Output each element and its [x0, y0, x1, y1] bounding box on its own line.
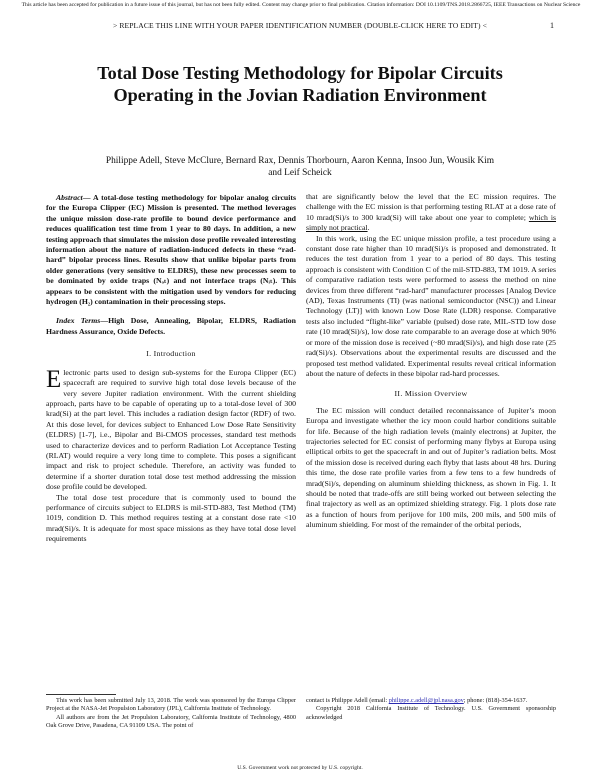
footnote-copyright: Copyright 2018 California Institute of Technology. U.S. Government sponsorship acknowledged [306, 705, 556, 721]
right-paragraph-1 [306, 192, 556, 234]
right-paragraph-2: In this work, using the EC unique mission profile, a test procedure using a constant dose rate higher than 10 mrad(Si)/s is proposed and demonstrated. It reduces the test duration from 1 year to a period of 80 days. This testing approach is consistent with Condition C of the mil-STD-883, TM 1019. A series of comparative radiation tests were performed to assess the method on nine devices from three different “rad-hard” manufacturer processes [Analog Device (AD), Texas Instruments (TI) (was national semiconductor (NSC)) and Linear Technology (LT)] with known Low Dose Rate (LDR) response. Comparative tests also included “flight-like” variable (pulsed) dose rate, MIL-STD low dose rate (10 mrad(Si)/s), low dose rate comparable to an average dose at which 90% or more of the mission dose is received (~80 mrad(Si)/s), and high dose rate (25 rad(Si)/s). Observations about the experimental results are discussed and the proposed test method validated. Experimental results reveal critical information about the nature of defects in these bipolar rad-hard processes. [306, 233, 556, 378]
footnote-submission: This work has been submitted July 13, 2018. The work was sponsored by the Europa Clipper Project at the NASA-Jet Propulsion Laboratory (JPL), California Institute of Technology. [46, 697, 296, 713]
left-column [46, 193, 296, 545]
abstract-label: Abstract [56, 193, 83, 202]
right-paragraph-1-text: that are significantly below the level that the EC mission requires. The challenge with the EC mission is that performing testing RLAT at a dose rate of 10 mrad(Si)/s to 300 krad(Si) will take about one year to complete; [306, 192, 556, 222]
footnote-rule [46, 694, 116, 695]
page-number: 1 [550, 21, 554, 30]
footnote-contact [306, 697, 556, 705]
underlined-phrase: which is simply not practical [306, 212, 557, 233]
index-terms-label: Index Terms [56, 316, 101, 326]
footnote-right [306, 697, 556, 722]
index-terms-text: —High Dose, Annealing, Bipolar, ELDRS, Radiation Hardness Assurance, Oxide Defects. [46, 316, 296, 336]
copyright-notice: U.S. Government work not protected by U.S. copyright. [237, 765, 363, 771]
section-heading-mission-overview: II. Mission Overview [394, 389, 468, 399]
author-list: Philippe Adell, Steve McClure, Bernard Rax, Dennis Thorbourn, Aaron Kenna, Insoo Jun, Wousik Kim and Leif Scheick [105, 156, 495, 178]
footnote-affiliation: All authors are from the Jet Propulsion Laboratory, California Institute of Technology, 4800 Oak Grove Drive, Pasadena, CA 91109 USA. The point of [46, 713, 296, 730]
paper-id-header: > REPLACE THIS LINE WITH YOUR PAPER IDENTIFICATION NUMBER (DOUBLE-CLICK HERE TO EDIT) < [112, 21, 488, 30]
index-terms [46, 316, 296, 337]
contact-text: contact is Philippe Adell (email: [306, 697, 389, 704]
publication-banner: This article has been accepted for publication in a future issue of this journal, but has not been fully edited. Content may change prior to final publication. Citation information: DOI 10.1109/TNS.2018.2866725, IEEE Transactions on Nuclear Science [21, 2, 581, 8]
abstract-text: — A total-dose testing methodology for bipolar analog circuits for the Europa Clipper (EC) Mission is presented. The method leverages the unique mission dose-rate profile to bound device performance and reduces qualification test time from 1 year to 80 days. In addition, a new testing approach that simulates the mission dose profile revealed interesting information about the nature of radiation-induced defects in these “rad-hard” bipolar process lines. Results show that unlike bipolar parts from older generations (very sensitive to ELDRS), these new processes seem to be dominated by oxide traps (Nₒₜ) and not interface traps (Nᵢₜ). This appears to be consistent with the mitigation used by vendors for reducing hydrogen (H₂) contamination in their processing steps. [46, 193, 296, 307]
section-heading-introduction: I. Introduction [146, 349, 196, 359]
right-column [306, 192, 556, 531]
intro-paragraph-1 [46, 365, 296, 493]
intro-paragraph-1-text: lectronic parts used to design sub-systems for the Europa Clipper (EC) spacecraft are required to survive high total dose levels because of the very severe Jupiter radiation environment. With the current shielding approach, parts have to be capable of operating up to a total-dose level of 300 krad(Si) at the part level. This includes a radiation design factor (RDF) of two. At this dose level, for devices subject to Enhanced Low Dose Rate Sensitivity (ELDRS) [1-7], i.e., Bipolar and Bi-CMOS processes, standard test methods used to characterize devices and to perform Radiation Lot Acceptance Testing (RLAT) would require a very long time to complete. This poses a significant impact and risk to project schedule. Therefore, an activity was funded to determine if a shorter duration total dose test method addressing the mission dose profile could be developed. [46, 367, 296, 492]
mission-paragraph-1: The EC mission will conduct detailed reconnaissance of Jupiter’s moon Europa and investigate whether the icy moon could harbor conditions suitable for life. Because of the high radiation levels (mainly electrons) at Jupiter, the trajectories selected for EC consist of performing many flybys at Europa using elliptical orbits to get the spacecraft in and out of Jupiter’s radiation belts. Most of the mission dose is received during each flyby that lasts about 48 hrs. During this time, the dose rate profile varies from a few tens to a few hundreds of mrad(Si)/s, depending on aluminum shielding thickness, as shown in Fig. 1. It should be noted that trade-offs are still being worked out between selecting the final trajectory as well as an optimized shielding strategy. Fig. 1 plots dose rate as a function of hours from perijove for 100 mils, 200 mils, and 500 mils of aluminum shielding. For most of the remainder of the orbital periods, [306, 405, 556, 530]
contact-phone: ; phone: (818)-354-1637. [463, 697, 528, 704]
email-link[interactable]: philippe.c.adell@jpl.nasa.gov [388, 697, 464, 704]
paper-title: Total Dose Testing Methodology for Bipolar Circuits Operating in the Jovian Radiation Environment [97, 63, 503, 105]
intro-paragraph-2: The total dose test procedure that is commonly used to bound the performance of circuits subject to ELDRS is mil-STD-883, Test Method (TM) 1019, condition D. This method requires testing at a constant dose rate <10 mrad(Si)/s. It is adequate for most space missions as they have total dose level requirements [46, 492, 296, 544]
drop-cap: E [46, 365, 62, 393]
abstract [46, 193, 296, 307]
footnote-left [46, 697, 296, 731]
right-paragraph-1-end: . [367, 223, 370, 233]
